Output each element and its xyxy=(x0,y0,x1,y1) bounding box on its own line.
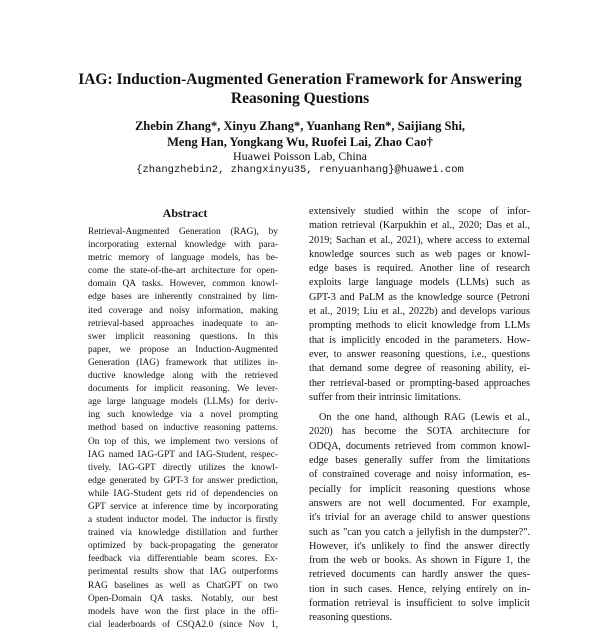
affiliation: Huawei Poisson Lab, China xyxy=(233,149,367,163)
body-line: ever, to answer reasoning questions, i.e., questions xyxy=(309,348,530,360)
body-line: reasoning questions. xyxy=(309,612,393,624)
abstract-line: On top of this, we implement two versions of xyxy=(88,436,278,447)
abstract-line: IAG named IAG-GPT and IAG-Student, respec- xyxy=(88,449,278,460)
abstract-line: perimental results show that IAG outperforms xyxy=(88,567,278,578)
abstract-line: trained via knowledge distillation and further xyxy=(88,528,278,539)
body-line: that is implicitly encoded in the parameters. How- xyxy=(309,334,530,346)
intro-column xyxy=(309,205,530,626)
abstract-line: domain QA tasks. However, common knowl- xyxy=(88,279,278,290)
abstract-line: come the state-of-the-art architecture for open- xyxy=(88,266,278,277)
body-line: ther retrieval-based or prompting-based approaches xyxy=(309,377,530,389)
body-line: formation retrieval is insufficient to solve implicit xyxy=(309,598,530,610)
abstract-body xyxy=(88,226,278,632)
body-line: from the web or books. As shown in Figure 1, the xyxy=(309,555,530,567)
abstract-line: paper, we propose an Induction-Augmented xyxy=(88,344,278,355)
body-line: mation retrieval (Karpukhin et al., 2020; Das et al., xyxy=(309,220,530,232)
body-line: prompting methods to elicit knowledge from LLMs xyxy=(309,320,530,332)
title-line-2: Reasoning Questions xyxy=(230,90,370,107)
body-line: 2019; Sachan et al., 2021), where access to external xyxy=(309,234,530,246)
body-line: GPT-3 and PaLM as the knowledge source (Petroni xyxy=(309,291,530,303)
abstract-line: edge generated by GPT-3 for answer prediction, xyxy=(88,475,278,486)
abstract-line: feedback via differentiable beam scores. Ex- xyxy=(88,554,278,565)
body-line: knowledge sources such as web pages or knowl- xyxy=(309,248,530,260)
body-line: extensively studied within the scope of infor- xyxy=(309,206,530,217)
abstract-line: models have won the first place in the offi- xyxy=(88,606,278,617)
abstract-line: RAG baselines as well as ChatGPT on two xyxy=(88,580,278,591)
abstract-line: cial leaderboards of CSQA2.0 (since Nov 1, xyxy=(88,619,278,630)
abstract-line: Generation (IAG) framework that utilizes in- xyxy=(88,357,278,368)
abstract-line: GPT service at inference time by incorporating xyxy=(88,501,278,512)
body-line: edge bases is required. Another line of research xyxy=(309,263,530,275)
body-line: tion in such cases. Hence, relying entirely on in- xyxy=(309,583,530,595)
body-line: On the one hand, although RAG (Lewis et al., xyxy=(319,412,530,424)
abstract-line: ing such knowledge via a novel prompting xyxy=(88,410,278,421)
abstract-line: retrieval-based approaches inadequate to an- xyxy=(88,318,278,329)
body-line: that demand some degree of reasoning ability, ei- xyxy=(309,363,530,375)
body-line: retrieved documents can hardly answer the ques- xyxy=(309,569,530,581)
abstract-line: Retrieval-Augmented Generation (RAG), by xyxy=(88,227,278,237)
author-list xyxy=(60,118,540,150)
body-line: et al., 2019; Liu et al., 2022b) and develops various xyxy=(309,306,530,318)
abstract-heading: Abstract xyxy=(162,206,208,220)
body-line: 2020) has become the SOTA architecture for xyxy=(309,426,530,438)
authors-line-2: Meng Han, Yongkang Wu, Ruofei Lai, Zhao Cao† xyxy=(167,135,433,149)
body-line: it's trivial for an average child to answer questions xyxy=(309,512,530,524)
body-line: pecially for implicit reasoning questions whose xyxy=(309,483,530,495)
authors-line-1: Zhebin Zhang*, Xinyu Zhang*, Yuanhang Ren*, Saijiang Shi, xyxy=(134,119,466,133)
author-emails: {zhangzhebin2, zhangxinyu35, renyuanhang}@huawei.com xyxy=(136,164,464,176)
abstract-line: tively. IAG-GPT directly utilizes the knowl- xyxy=(88,462,278,473)
body-line: edge bases generally suffer from the limitations xyxy=(309,455,530,467)
abstract-line: metric memory of language models, has be- xyxy=(88,253,278,264)
body-line: exploits large language models (LLMs) such as xyxy=(309,277,530,289)
abstract-line: optimized by back-propagating the generator xyxy=(88,541,278,552)
abstract-line: ited coverage and noisy information, making xyxy=(88,305,278,316)
paper-title xyxy=(60,70,540,108)
body-line: ODQA, documents retrieved from common knowl- xyxy=(309,440,530,452)
abstract-line: ductive knowledge along with the retrieved xyxy=(88,371,278,382)
abstract-line: a student inductor model. The inductor is firstly xyxy=(88,515,278,526)
abstract-line: swer implicit reasoning questions. In this xyxy=(88,331,278,342)
abstract-line: while IAG-Student gets rid of dependencies on xyxy=(88,488,278,499)
abstract-line: incorporating external knowledge with para- xyxy=(88,240,278,251)
abstract-line: age large language models (LLMs) for deriv- xyxy=(88,397,278,408)
body-line: such as "can you catch a jellyfish in the dumpster?". xyxy=(309,526,530,538)
abstract-line: documents for implicit reasoning. We lever- xyxy=(88,384,278,395)
body-line: of constrained coverage and noisy information, es- xyxy=(309,469,530,481)
abstract-line: method based on inductive reasoning patterns. xyxy=(88,423,278,434)
body-line: answers are not well documented. For example, xyxy=(309,497,530,509)
title-line-1: IAG: Induction-Augmented Generation Framework for Answering xyxy=(78,71,522,88)
body-line: suffer from their intrinsic limitations. xyxy=(309,391,461,403)
abstract-line: edge bases are inherently constrained by lim- xyxy=(88,292,278,303)
body-line: However, it's unlikely to find the answer directly xyxy=(309,540,530,552)
abstract-line: Open-Domain QA tasks. Notably, our best xyxy=(88,593,278,604)
